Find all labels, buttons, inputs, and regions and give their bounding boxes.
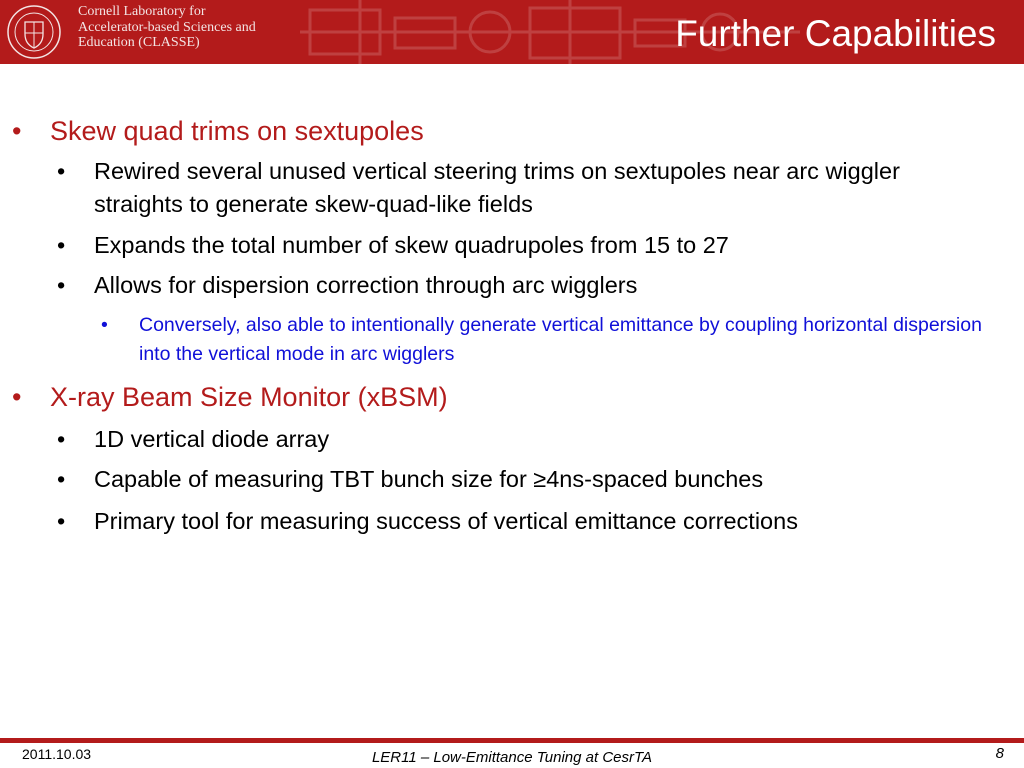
bullet-icon: • [101,314,108,336]
org-name-line-1: Cornell Laboratory for [78,4,206,19]
bullet-icon: • [57,466,66,492]
bullet-item-dispersion-correction [57,269,994,302]
bullet-text: Expands the total number of skew quadrupoles from 15 to 27 [94,232,729,258]
bullet-text: Rewired several unused vertical steering trims on sextupoles near arc wiggler straights to generate skew-quad-like fields [94,158,900,217]
bullet-item-primary-tool [57,505,994,538]
bullet-item-tbt-bunch-size [57,463,994,496]
bullet-text: Conversely, also able to intentionally generate vertical emittance by coupling horizontal dispersion into the vertical mode in arc wigglers [139,314,982,365]
header-bar [0,0,1024,64]
org-name-line-3: Education (CLASSE) [78,35,200,50]
bullet-text: Allows for dispersion correction through arc wigglers [94,272,638,298]
org-name [78,4,256,51]
bullet-item-skew-count [57,229,994,262]
bullet-icon: • [57,272,66,298]
bullet-text: Primary tool for measuring success of vertical emittance corrections [94,508,798,534]
bullet-icon: • [12,116,22,146]
bullet-icon: • [57,158,66,184]
org-name-line-2: Accelerator-based Sciences and [78,19,256,35]
bullet-text: Skew quad trims on sextupoles [50,116,424,146]
bullet-icon: • [57,232,66,258]
slide-title: Further Capabilities [675,13,996,54]
bullet-text: X-ray Beam Size Monitor (xBSM) [50,382,448,412]
bullet-text: Capable of measuring TBT bunch size for ≥4ns-spaced bunches [94,466,764,492]
bullet-icon: • [57,426,66,452]
bullet-item-emittance-generation [101,311,1014,369]
footer-title: LER11 – Low-Emittance Tuning at CesrTA [371,749,653,766]
page-number: 8 [995,745,1004,762]
cornell-seal-icon [6,4,62,60]
bullet-icon: • [12,382,22,412]
footer-divider [0,738,1024,743]
bullet-item-skew-quad [12,115,424,147]
bullet-item-diode-array [57,423,994,456]
bullet-icon: • [57,508,66,534]
bullet-item-rewired-trims [57,155,994,221]
bullet-text: 1D vertical diode array [94,426,330,452]
bullet-item-xbsm [12,381,448,413]
footer-date: 2011.10.03 [22,746,92,762]
